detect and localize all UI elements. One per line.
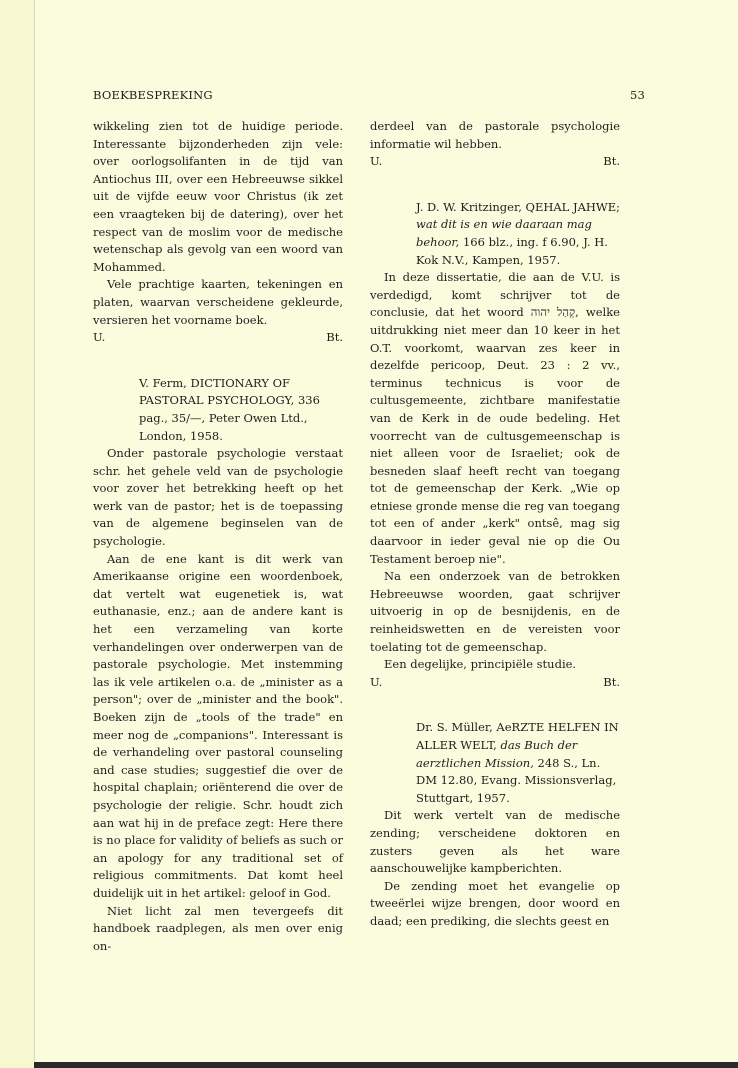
book-page — [35, 0, 738, 1062]
signature-name: Bt. — [603, 674, 620, 689]
paragraph: In deze dissertatie, die aan de V.U. is verdedigd, komt schrijver tot de conclusie, dat het woord קְהַל יהוה, welke uitdrukking niet meer dan 10 keer in het O.T. voorkomt, waarvan zes keer in dezelfde pericoop, Deut. 23 : 2 vv., terminus technicus is voor de cultusgemeente, zichtbare manifestatie van de Kerk in de oude bedeling. Het voorrecht van de cultusgemeenschap is niet alleen voor de Israeliet; ook de besneden slaaf heeft recht van toegang tot de gemeenschap der Kerk. „Wie op etniese gronde mense die reg van toegang tot een of ander „kerk" ontsê, mag sig daarvoor in ieder geval nie op die Ou Testament beroep nie". — [370, 270, 620, 566]
paragraph: Aan de ene kant is dit werk van Amerikaanse origine een woordenboek, dat vertelt wat eugenetiek is, wat euthanasie, enz.; aan de andere kant is het een verzameling van korte verhandelingen over onderwerpen van de pastorale psychologie. Met instemming las ik vele artikelen o.a. de „minister as a person"; over de „minister and the book". Boeken zijn de „tools of the trade" en meer nog de „companions". Interessant is de verhandeling over pastoral counseling and case studies; suggestief die over de hospital chaplain; oriënterend die over de psychologie der religie. Schr. houdt zich aan wat hij in de preface zegt: Here there is no place for validity of beliefs as such or an apology for any traditional set of religious commitments. Dat komt heel duidelijk uit in het artikel: geloof in God. — [93, 551, 343, 900]
running-head — [93, 88, 645, 102]
scan-left-margin — [0, 0, 35, 1068]
ref-author-title: Dr. S. Müller, AeRZTE HELFEN IN ALLER WELT, — [416, 720, 619, 752]
scan-bottom-edge — [34, 1062, 738, 1068]
paragraph: Onder pastorale psychologie verstaat schr. het gehele veld van de psychologie voor zover het betrekking heeft op het werk van de pastor; het is de toepassing van de algemene beginselen van de psychologie. — [93, 446, 343, 549]
paragraph: wikkeling zien tot de huidige periode. Interessante bijzonderheden zijn vele: over oorlogsolifanten in de tijd van Antiochus III, over een Hebreeuwse sikkel uit de vijfde eeuw voor Christus (ik zet een vraagteken bij de datering), over het respect van de moslim voor de medische wetenschap als gevolg van een woord van Mohammed. — [93, 119, 343, 274]
signature-name: Bt. — [603, 154, 620, 169]
page-number: 53 — [629, 88, 645, 102]
right-column — [370, 118, 620, 931]
signature-name: Bt. — [326, 330, 343, 345]
ref-author-title: J. D. W. Kritzinger, QEHAL JAHWE; — [416, 199, 620, 214]
signature-initial: U. — [93, 330, 106, 345]
ref-subtitle: wat dit is en wie daaraan mag behoor, — [416, 217, 592, 249]
signature-initial: U. — [370, 674, 383, 689]
reviewer-signature — [370, 153, 620, 171]
paragraph: Een degelijke, principiële studie. — [384, 657, 577, 672]
book-reference — [416, 199, 620, 269]
paragraph: Na een onderzoek van de betrokken Hebreeuwse woorden, gaat schrijver uitvoerig in op de besnijdenis, en de reinheidswetten en de vereisten voor toelating tot de gemeenschap. — [370, 569, 620, 654]
reviewer-signature — [93, 329, 343, 347]
book-reference — [416, 719, 620, 807]
paragraph: derdeel van de pastorale psychologie informatie wil hebben. — [370, 119, 620, 151]
paragraph: Niet licht zal men tevergeefs dit handboek raadplegen, als men over enig on- — [93, 903, 343, 953]
paragraph: Dit werk vertelt van de medische zending; verscheidene doktoren en zusters geven als het ware aanschouwelijke kampberichten. — [370, 808, 620, 876]
ref-publication: 248 S., Ln. DM 12.80, Evang. Missionsverlag, Stuttgart, 1957. — [416, 755, 617, 805]
reviewer-signature — [370, 674, 620, 692]
left-column — [93, 118, 343, 955]
ref-subtitle: das Buch der aerztlichen Mission, — [416, 738, 578, 770]
signature-initial: U. — [370, 154, 383, 169]
ref-publication: 166 blz., ing. f 6.90, J. H. Kok N.V., Kampen, 1957. — [416, 234, 608, 267]
running-head-title: BOEKBESPREKING — [93, 88, 213, 102]
book-reference: V. Ferm, DICTIONARY OF PASTORAL PSYCHOLOGY, 336 pag., 35/—, Peter Owen Ltd., London, 1958. — [139, 375, 320, 443]
paragraph: De zending moet het evangelie op tweeërlei wijze brengen, door woord en daad; een prediking, die slechts geest en — [370, 878, 620, 928]
paragraph: Vele prachtige kaarten, tekeningen en platen, waarvan verscheidene gekleurde, versieren het voorname boek. — [93, 277, 343, 327]
